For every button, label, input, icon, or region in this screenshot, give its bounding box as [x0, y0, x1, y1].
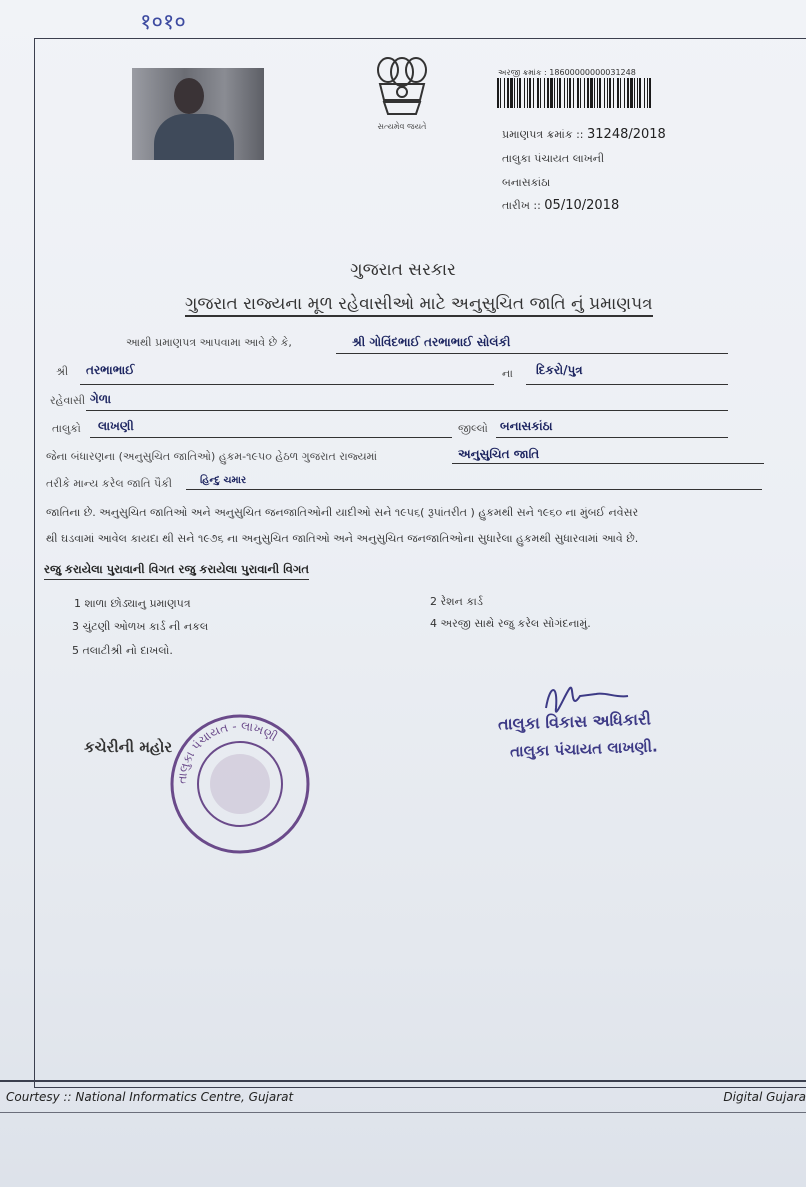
- evidence-item: 3 ચુંટણી ઓળખ કાર્ડ ની નકલ: [72, 620, 209, 633]
- recognised-label: તરીકે માન્ય કરેલ જાતિ પૈકી: [46, 477, 173, 490]
- evidence-item: 1 શાળા છોડ્યાનુ પ્રમાણપત્ર: [74, 597, 191, 610]
- residence-label: રહેવાસી: [50, 394, 86, 407]
- relation-value: દિકરો/પુત્ર: [536, 363, 583, 377]
- footer-digital-gujarat: Digital Gujara: [723, 1090, 806, 1104]
- constitution-label: જેના બંધારણના (અનુસુચિત જાતિઓ) હુકમ-૧૯૫૦ હેઠળ ગુજરાત રાજ્યમાં: [46, 450, 378, 463]
- barcode: [497, 78, 653, 108]
- government-heading: ગુજરાત સરકાર: [350, 260, 456, 280]
- relation-label: ના: [502, 367, 513, 380]
- office-seal-stamp: [168, 712, 312, 856]
- father-name: તરભાભાઈ: [86, 363, 135, 377]
- evidence-heading: રજુ કરાયેલા પુરાવાની વિગત રજુ કરાયેલા પુરાવાની વિગત: [44, 562, 309, 580]
- intro-label: આથી પ્રમાણપત્ર આપવામા આવે છે કે,: [126, 336, 292, 349]
- evidence-item: 2 રેશન કાર્ડ: [430, 595, 483, 608]
- application-number: અરજી ક્રમાંક : 18600000000031248: [498, 68, 636, 77]
- office-seal-label: કચેરીની મહોર: [84, 738, 173, 756]
- father-prefix: શ્રી: [56, 365, 69, 378]
- district-label: જીલ્લો: [458, 422, 488, 435]
- svg-text:તાલુકા પંચાયત - લાખણી: તાલુકા પંચાયત - લાખણી: [174, 718, 280, 785]
- officer-designation: તાલુકા વિકાસ અધિકારી: [497, 709, 652, 734]
- evidence-item: 5 તલાટીશ્રી નો દાખલો.: [72, 644, 173, 657]
- emblem-motto: સત્યમેવ જયતે: [377, 122, 427, 131]
- certificate-number: પ્રમાણપત્ર ક્રમાંક :: 31248/2018: [502, 127, 666, 142]
- residence-value: ગેળા: [90, 392, 112, 406]
- legal-paragraph-line-1: જાતિના છે. અનુસુચિત જાતિઓ અને અનુસુચિત જનજાતિઓની યાદીઓ સને ૧૯૫૬( રૂપાંતરીત ) હુકમથી સને ૧૯૬૦ ના મુંબઈ નવેસર: [46, 506, 639, 519]
- issuing-district: બનાસકાંઠા: [502, 176, 551, 189]
- constitution-value: અનુસુચિત જાતિ: [458, 447, 540, 461]
- handwritten-page-number: १०१०: [140, 10, 186, 35]
- legal-paragraph-line-2: થી ઘડવામાં આવેલ કાયદા થી સને ૧૯૭૬ ના અનુસુચિત જાતિઓ અને અનુસુચિત જનજાતિઓના સુધારેલા હુકમથી સુધારવામાં આવે છે.: [46, 532, 639, 545]
- issuing-office: તાલુકા પંચાયત લાખની: [502, 152, 605, 165]
- taluka-label: તાલુકો: [52, 422, 81, 435]
- holder-name: શ્રી ગોવિંદભાઈ તરભાભાઈ સોલંકી: [352, 335, 511, 349]
- footer-courtesy: Courtesy :: National Informatics Centre, Gujarat: [6, 1090, 294, 1104]
- certificate-title: ગુજરાત રાજ્યના મૂળ રહેવાસીઓ માટે અનુસુચિત જાતિ નું પ્રમાણપત્ર: [185, 294, 653, 317]
- evidence-item: 4 અરજી સાથે રજુ કરેલ સોગંદનામું.: [430, 617, 591, 630]
- recognised-value: હિન્દુ ચમાર: [200, 475, 247, 486]
- issue-date: તારીખ :: 05/10/2018: [502, 198, 620, 213]
- taluka-value: લાખણી: [98, 419, 134, 433]
- district-value: બનાસકાંઠા: [500, 419, 553, 433]
- applicant-photo: [132, 68, 264, 160]
- officer-office: તાલુકા પંચાયત લાખણી.: [509, 737, 659, 761]
